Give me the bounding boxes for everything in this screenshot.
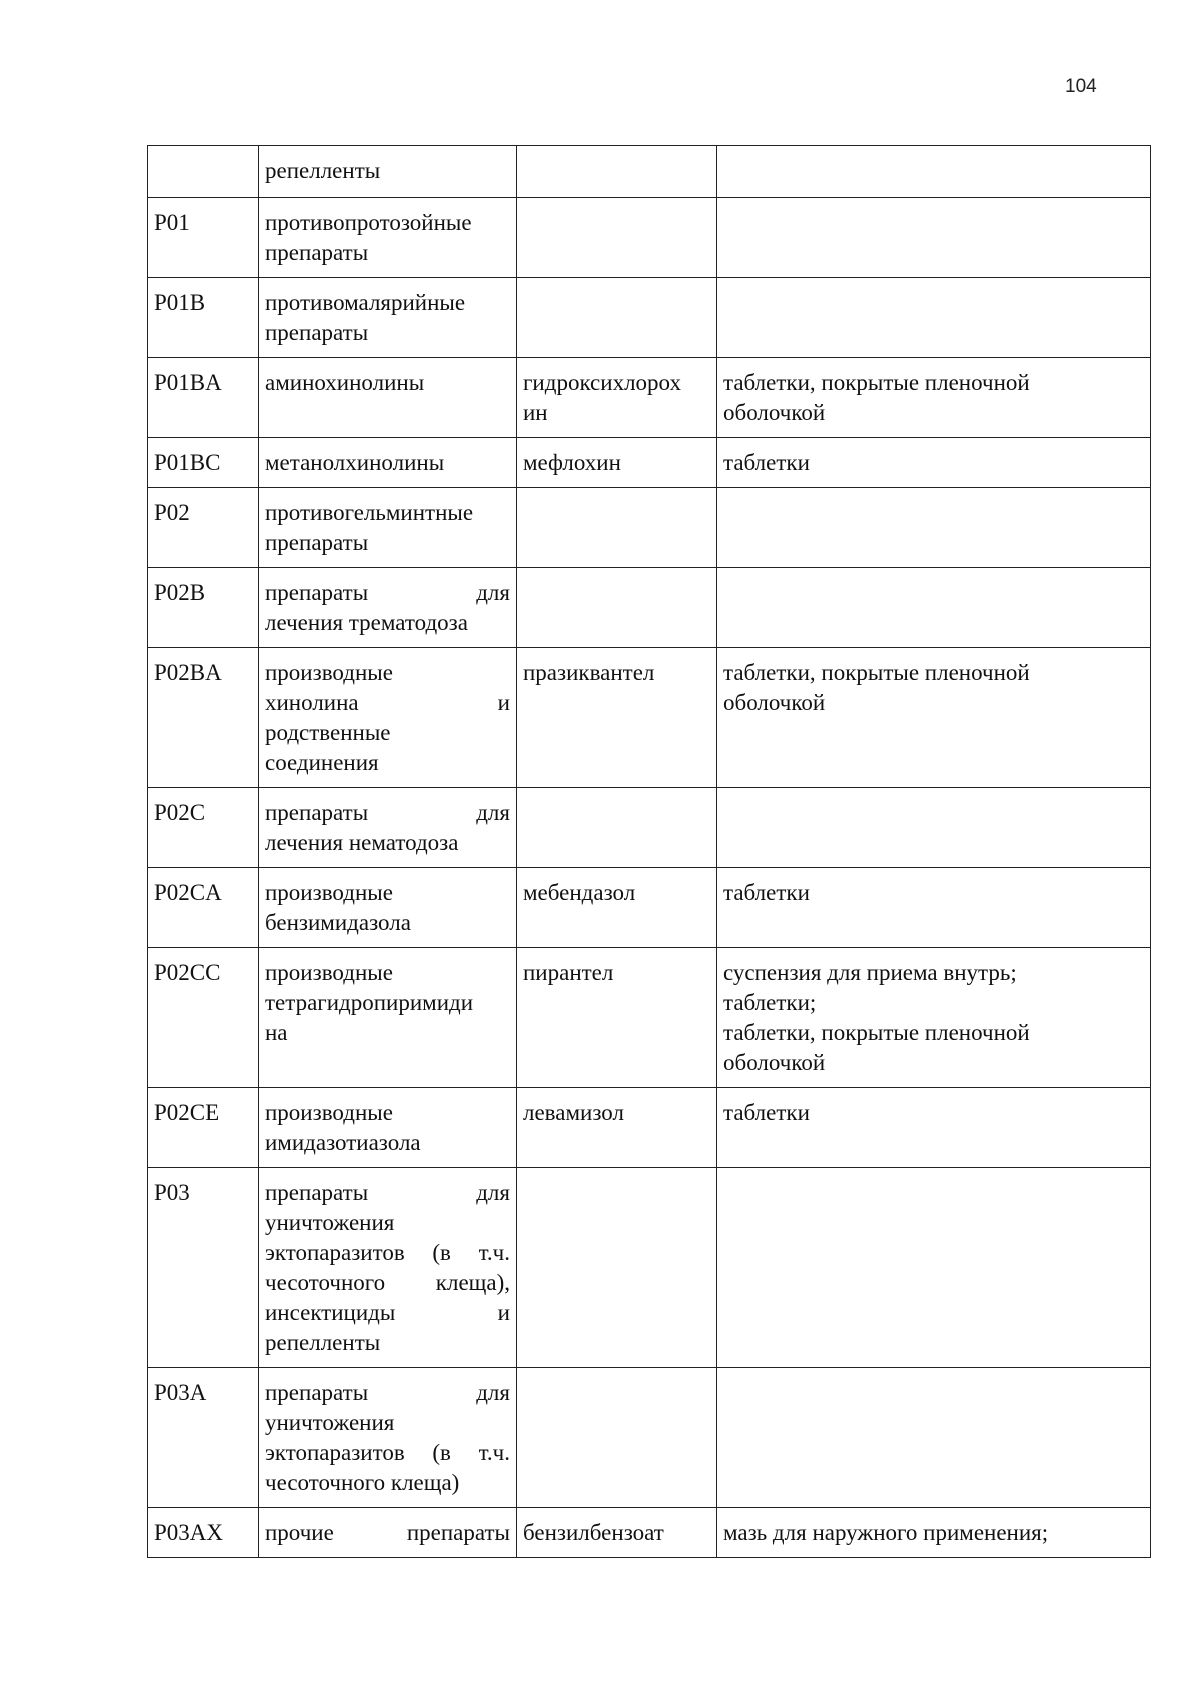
group-line: имидазотиазола (265, 1130, 421, 1155)
form-line: таблетки (723, 1100, 810, 1125)
group-line: препараты для (265, 1380, 510, 1405)
atc-code-cell: P03A (148, 1368, 259, 1508)
drug-line: гидроксихлорох (523, 370, 681, 395)
atc-group-cell (259, 948, 517, 1088)
atc-group-cell (259, 1088, 517, 1168)
drug-name-cell (517, 948, 717, 1088)
group-line: бензимидазола (265, 910, 411, 935)
atc-code-cell: P02CE (148, 1088, 259, 1168)
drug-line: празиквантел (523, 660, 655, 685)
drug-name-cell (517, 1368, 717, 1508)
group-line: лечения трематодоза (265, 610, 468, 635)
group-line: чесоточного клеща) (265, 1470, 460, 1495)
atc-group-cell (259, 198, 517, 278)
group-line: противопротозойные (265, 210, 472, 235)
group-line: производные (265, 960, 393, 985)
drug-name-cell (517, 438, 717, 488)
dosage-forms-cell (717, 198, 1151, 278)
group-line: уничтожения (265, 1410, 395, 1435)
group-line: репелленты (265, 1330, 381, 1355)
atc-code-cell: P01B (148, 278, 259, 358)
atc-group-cell (259, 1168, 517, 1368)
form-line: оболочкой (723, 690, 826, 715)
group-line: препараты для (265, 580, 510, 605)
drug-line: левамизол (523, 1100, 624, 1125)
drug-name-cell (517, 868, 717, 948)
table-row (148, 1508, 1151, 1558)
atc-code-cell (148, 146, 259, 198)
group-line: препараты (265, 530, 369, 555)
dosage-forms-cell (717, 146, 1151, 198)
atc-code-cell: P02CC (148, 948, 259, 1088)
atc-group-cell (259, 488, 517, 568)
table-row (148, 788, 1151, 868)
form-line: таблетки, покрытые пленочной (723, 660, 1030, 685)
drug-line: мефлохин (523, 450, 621, 475)
atc-group-cell (259, 1368, 517, 1508)
dosage-forms-cell (717, 1508, 1151, 1558)
table-row (148, 948, 1151, 1088)
table-row (148, 278, 1151, 358)
atc-code-cell: P01BA (148, 358, 259, 438)
drug-name-cell (517, 358, 717, 438)
table-row (148, 568, 1151, 648)
drug-name-cell (517, 1508, 717, 1558)
group-line: инсектициды и (265, 1300, 510, 1325)
dosage-forms-cell (717, 358, 1151, 438)
group-line: уничтожения (265, 1210, 395, 1235)
group-line: метанолхинолины (265, 450, 445, 475)
group-line: лечения нематодоза (265, 830, 459, 855)
dosage-forms-cell (717, 438, 1151, 488)
drug-line: мебендазол (523, 880, 636, 905)
group-line: противогельминтные (265, 500, 474, 525)
drug-name-cell (517, 1088, 717, 1168)
drug-line: ин (523, 400, 548, 425)
atc-group-cell (259, 568, 517, 648)
form-line: таблетки; (723, 990, 817, 1015)
drug-name-cell (517, 198, 717, 278)
atc-code-cell: P02CA (148, 868, 259, 948)
form-line: таблетки, покрытые пленочной (723, 1020, 1030, 1045)
dosage-forms-cell (717, 868, 1151, 948)
group-line: родственные (265, 720, 391, 745)
group-line: препараты (265, 240, 369, 265)
form-line: оболочкой (723, 400, 826, 425)
table-row (148, 1368, 1151, 1508)
atc-table-body (148, 146, 1151, 1558)
group-line: производные (265, 660, 393, 685)
atc-group-cell (259, 278, 517, 358)
drug-name-cell (517, 1168, 717, 1368)
group-line: репелленты (265, 158, 381, 183)
atc-code-cell: P03 (148, 1168, 259, 1368)
group-line: на (265, 1020, 288, 1045)
atc-drug-table (147, 145, 1151, 1558)
group-line: препараты (265, 320, 369, 345)
drug-name-cell (517, 788, 717, 868)
table-row (148, 488, 1151, 568)
dosage-forms-cell (717, 488, 1151, 568)
group-line: препараты для (265, 1180, 510, 1205)
form-line: таблетки (723, 880, 810, 905)
drug-line: бензилбензоат (523, 1520, 664, 1545)
atc-code-cell: P01 (148, 198, 259, 278)
form-line: суспензия для приема внутрь; (723, 960, 1017, 985)
atc-code-cell: P02B (148, 568, 259, 648)
atc-code-cell: P02BA (148, 648, 259, 788)
drug-name-cell (517, 278, 717, 358)
dosage-forms-cell (717, 788, 1151, 868)
form-line: таблетки, покрытые пленочной (723, 370, 1030, 395)
form-line: мазь для наружного применения; (723, 1520, 1049, 1545)
group-line: производные (265, 1100, 393, 1125)
group-line: чесоточного клеща), (265, 1270, 510, 1295)
dosage-forms-cell (717, 648, 1151, 788)
group-line: противомалярийные (265, 290, 466, 315)
drug-line: пирантел (523, 960, 614, 985)
atc-group-cell (259, 648, 517, 788)
table-row (148, 438, 1151, 488)
atc-code-cell: P02C (148, 788, 259, 868)
group-line: препараты для (265, 800, 510, 825)
table-row (148, 1168, 1151, 1368)
table-row (148, 146, 1151, 198)
atc-group-cell (259, 868, 517, 948)
atc-group-cell (259, 146, 517, 198)
group-line: эктопаразитов (в т.ч. (265, 1240, 510, 1265)
atc-code-cell: P03AX (148, 1508, 259, 1558)
dosage-forms-cell (717, 1088, 1151, 1168)
atc-group-cell (259, 438, 517, 488)
drug-name-cell (517, 488, 717, 568)
dosage-forms-cell (717, 948, 1151, 1088)
atc-group-cell (259, 1508, 517, 1558)
dosage-forms-cell (717, 568, 1151, 648)
drug-name-cell (517, 146, 717, 198)
drug-name-cell (517, 568, 717, 648)
atc-code-cell: P02 (148, 488, 259, 568)
group-line: прочие препараты (265, 1520, 510, 1545)
group-line: хинолина и (265, 690, 510, 715)
table-row (148, 358, 1151, 438)
atc-code-cell: P01BC (148, 438, 259, 488)
dosage-forms-cell (717, 1168, 1151, 1368)
dosage-forms-cell (717, 278, 1151, 358)
table-row (148, 648, 1151, 788)
drug-name-cell (517, 648, 717, 788)
atc-group-cell (259, 788, 517, 868)
atc-group-cell (259, 358, 517, 438)
group-line: аминохинолины (265, 370, 425, 395)
dosage-forms-cell (717, 1368, 1151, 1508)
group-line: производные (265, 880, 393, 905)
form-line: таблетки (723, 450, 810, 475)
group-line: соединения (265, 750, 379, 775)
table-row (148, 1088, 1151, 1168)
group-line: тетрагидропиримиди (265, 990, 474, 1015)
form-line: оболочкой (723, 1050, 826, 1075)
table-row (148, 198, 1151, 278)
page-number: 104 (1065, 76, 1097, 97)
group-line: эктопаразитов (в т.ч. (265, 1440, 510, 1465)
table-row (148, 868, 1151, 948)
